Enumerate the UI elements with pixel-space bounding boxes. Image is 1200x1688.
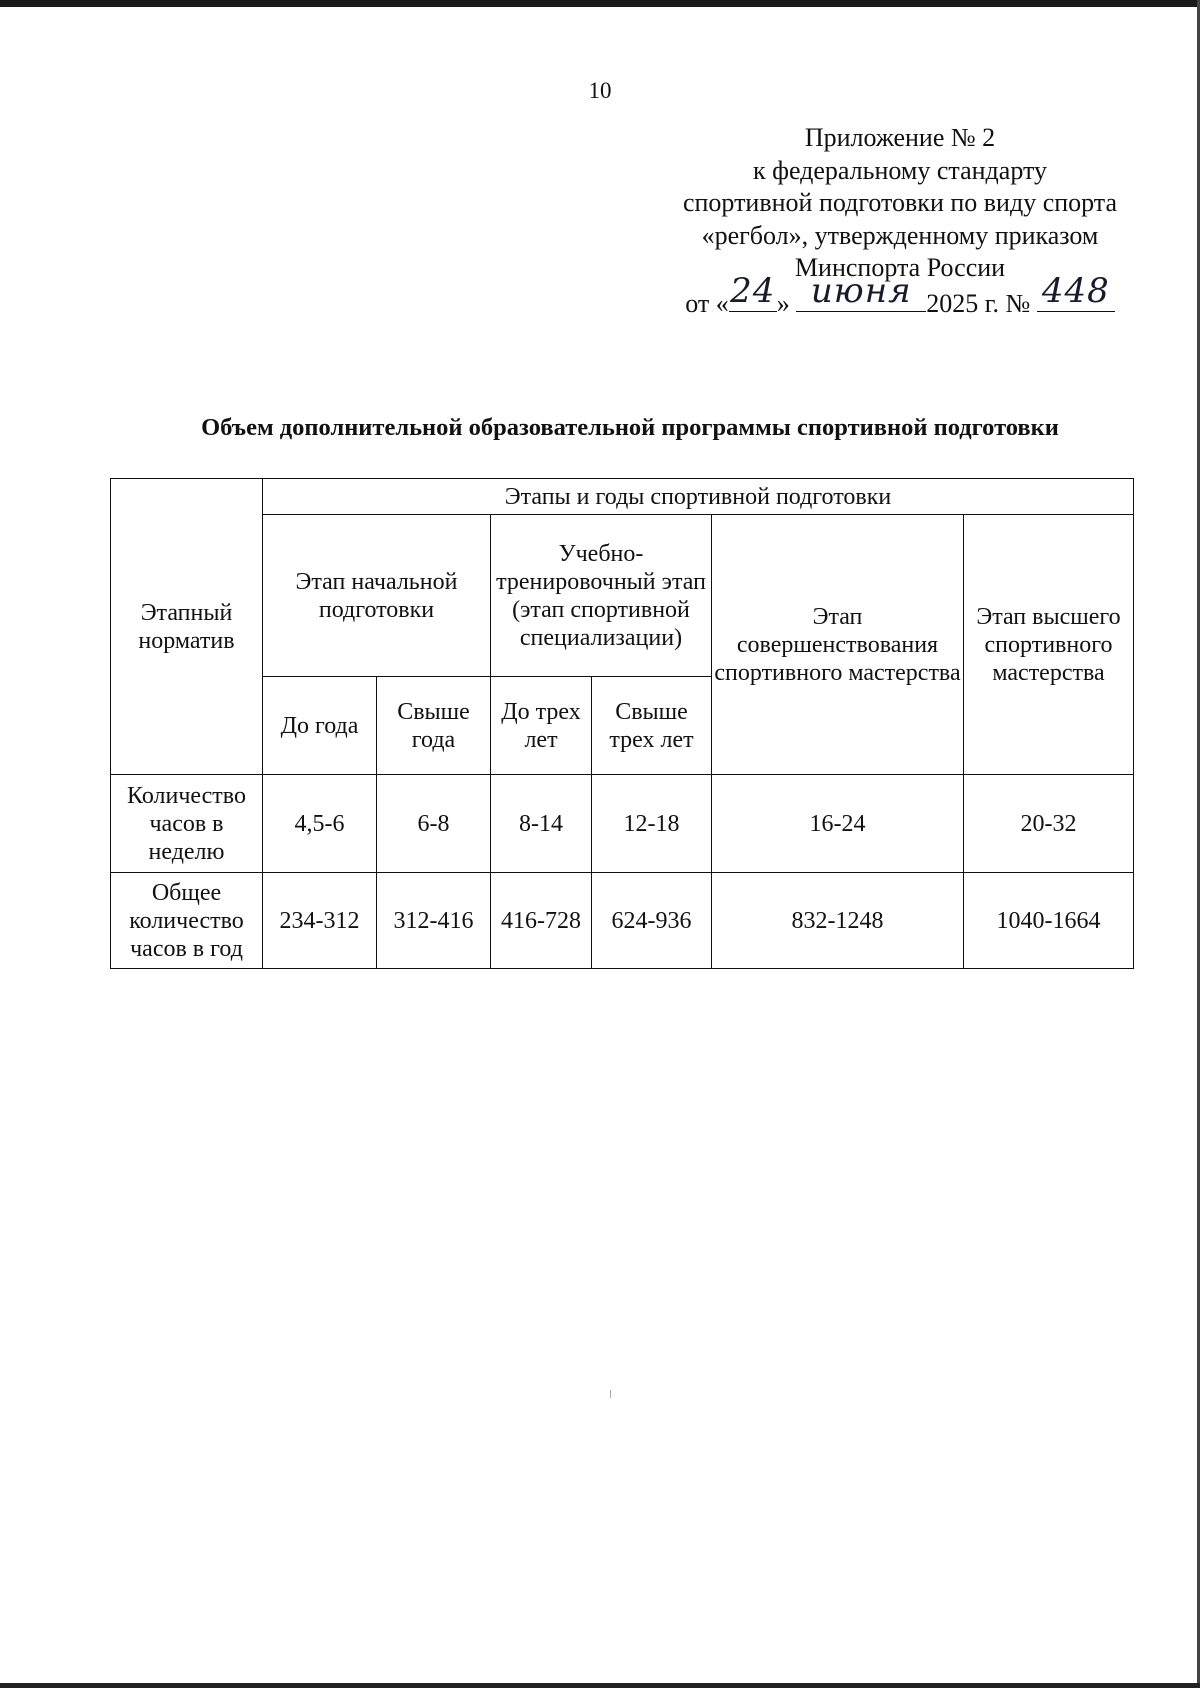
row-header-cell: Этапный норматив [111,479,263,775]
stage-improvement-cell: Этап совершенствования спортивного мастерства [712,515,964,775]
annex-line: Минспорта России [794,253,1006,282]
table-header-row [111,479,1134,515]
table-row [111,775,1134,873]
stage-training-cell: Учебно-тренировочный этап (этап спортивной специализации) [491,515,712,677]
order-number-handwritten: 448 [1041,270,1110,311]
order-number-blank [1037,270,1115,312]
annex-line: «регбол», утвержденному приказом [701,220,1099,250]
value-cell: 20-32 [964,775,1134,873]
stage-highest-cell: Этап высшего спортивного мастерства [964,515,1134,775]
order-day-handwritten: 24 [730,270,776,311]
order-year-text: 2025 г. № [926,288,1031,318]
table-header-row [111,515,1134,677]
order-day-blank [729,270,777,312]
value-cell: 6-8 [377,775,491,873]
value-cell: 416-728 [491,873,592,969]
order-month-handwritten: июня [810,270,912,311]
order-month-blank [796,270,926,312]
scan-edge-top [0,0,1200,7]
sub-header-cell: Свыше года [377,677,491,775]
annex-line: спортивной подготовки по виду спорта [682,188,1118,217]
order-quote-close: » [776,288,790,318]
norms-table [110,478,1134,969]
order-line [640,270,1160,321]
annex-block [640,122,1160,320]
value-cell: 624-936 [592,873,712,969]
annex-line: к федеральному стандарту [752,155,1048,185]
value-cell: 832-1248 [712,873,964,969]
table-row [111,873,1134,969]
sub-header-cell: До трех лет [491,677,592,775]
group-header-cell: Этапы и годы спортивной подготовки [263,479,1134,515]
row-label-cell: Количество часов в неделю [111,775,263,873]
sub-header-cell: Свыше трех лет [592,677,712,775]
stage-initial-cell: Этап начальной подготовки [263,515,491,677]
value-cell: 1040-1664 [964,873,1134,969]
scan-edge-bottom [0,1683,1200,1688]
value-cell: 312-416 [377,873,491,969]
document-title: Объем дополнительной образовательной программы спортивной подготовки [201,414,1059,441]
value-cell: 16-24 [712,775,964,873]
value-cell: 4,5-6 [263,775,377,873]
row-label-cell: Общее количество часов в год [111,873,263,969]
value-cell: 234-312 [263,873,377,969]
annex-line: Приложение № 2 [804,123,996,152]
value-cell: 12-18 [592,775,712,873]
scan-speck [610,1390,611,1398]
value-cell: 8-14 [491,775,592,873]
order-prefix: от « [685,288,729,318]
page-number: 10 [588,78,612,103]
sub-header-cell: До года [263,677,377,775]
